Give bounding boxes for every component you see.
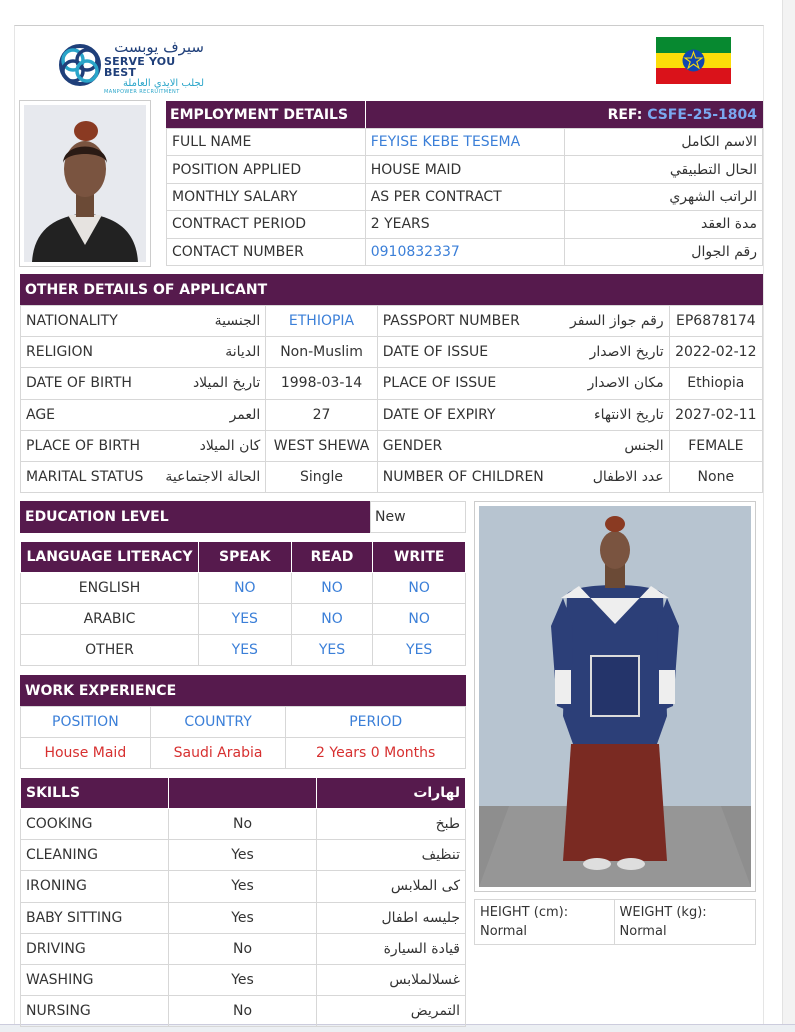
language-header-row xyxy=(21,542,466,573)
work-experience-table xyxy=(20,706,466,769)
employment-arabic: مدة العقد xyxy=(564,211,762,238)
skill-name: BABY SITTING xyxy=(21,902,169,933)
other-label: PLACE OF ISSUE xyxy=(377,368,549,399)
height-cell xyxy=(475,900,615,945)
table-row xyxy=(21,461,763,492)
other-details-table xyxy=(20,305,763,493)
skill-value: Yes xyxy=(168,840,316,871)
weight-value: Normal xyxy=(619,924,667,939)
work-col-country: COUNTRY xyxy=(150,707,286,738)
height-label: HEIGHT (cm): xyxy=(480,905,569,920)
table-row xyxy=(21,996,466,1027)
work-period: 2 Years 0 Months xyxy=(286,738,466,769)
other-arabic-label: تاريخ الانتهاء xyxy=(549,399,669,430)
other-value: 27 xyxy=(266,399,377,430)
work-country: Saudi Arabia xyxy=(150,738,286,769)
skill-arabic: کی الملابس xyxy=(317,871,466,902)
height-value: Normal xyxy=(480,924,528,939)
table-row xyxy=(167,156,763,183)
work-position: House Maid xyxy=(21,738,151,769)
table-row xyxy=(21,809,466,840)
skill-value: Yes xyxy=(168,964,316,995)
skills-header-arabic: لهارات xyxy=(317,778,466,809)
language-table xyxy=(20,541,466,666)
other-details-header: OTHER DETAILS OF APPLICANT xyxy=(20,274,763,305)
other-value: ETHIOPIA xyxy=(266,306,377,337)
table-row xyxy=(21,738,466,769)
other-label: DATE OF BIRTH xyxy=(21,368,157,399)
other-label: GENDER xyxy=(377,430,549,461)
skill-arabic: تنظيف xyxy=(317,840,466,871)
other-arabic-label: الجنس xyxy=(549,430,669,461)
other-value: 2027-02-11 xyxy=(669,399,762,430)
employment-value: HOUSE MAID xyxy=(365,156,564,183)
work-col-period: PERIOD xyxy=(286,707,466,738)
logo-knot-icon xyxy=(56,40,104,90)
read-value: YES xyxy=(291,635,373,666)
other-label: MARITAL STATUS xyxy=(21,461,157,492)
write-value: NO xyxy=(373,573,466,604)
logo-arabic-name: سيرف يوبست xyxy=(114,38,204,56)
employment-arabic: رقم الجوال xyxy=(564,238,762,265)
employment-value: 0910832337 xyxy=(365,238,564,265)
table-row xyxy=(21,430,763,461)
work-experience-header: WORK EXPERIENCE xyxy=(20,675,466,706)
other-arabic-label: الديانة xyxy=(157,337,266,368)
table-row xyxy=(21,399,763,430)
table-row xyxy=(21,933,466,964)
other-value: Single xyxy=(266,461,377,492)
speak-value: NO xyxy=(198,573,291,604)
speak-value: YES xyxy=(198,604,291,635)
table-row xyxy=(475,900,756,945)
table-row xyxy=(167,183,763,210)
logo-english-name: SERVE YOU BEST xyxy=(104,55,176,79)
table-row xyxy=(167,129,763,156)
employment-label: POSITION APPLIED xyxy=(167,156,366,183)
ethiopia-flag-icon xyxy=(656,37,731,84)
employment-title: EMPLOYMENT DETAILS xyxy=(170,106,349,123)
other-arabic-label: الجنسية xyxy=(157,306,266,337)
table-row xyxy=(21,337,763,368)
speak-header: SPEAK xyxy=(198,542,291,573)
other-label: RELIGION xyxy=(21,337,157,368)
measurements-table xyxy=(474,899,756,945)
passport-photo xyxy=(19,100,151,267)
employment-arabic: الراتب الشهري xyxy=(564,183,762,210)
employment-label: FULL NAME xyxy=(167,129,366,156)
other-arabic-label: تاريخ الاصدار xyxy=(549,337,669,368)
table-row xyxy=(21,871,466,902)
skill-name: COOKING xyxy=(21,809,169,840)
other-value: None xyxy=(669,461,762,492)
read-value: NO xyxy=(291,604,373,635)
table-row xyxy=(167,211,763,238)
other-value: Ethiopia xyxy=(669,368,762,399)
write-header: WRITE xyxy=(373,542,466,573)
full-body-photo xyxy=(474,501,756,892)
table-row xyxy=(21,306,763,337)
other-value: WEST SHEWA xyxy=(266,430,377,461)
other-arabic-label: عدد الاطفال xyxy=(549,461,669,492)
employment-label: CONTACT NUMBER xyxy=(167,238,366,265)
other-label: PASSPORT NUMBER xyxy=(377,306,549,337)
other-label: PLACE OF BIRTH xyxy=(21,430,157,461)
skill-value: No xyxy=(168,809,316,840)
other-value: Non-Muslim xyxy=(266,337,377,368)
skill-arabic: التمريض xyxy=(317,996,466,1027)
table-row xyxy=(21,840,466,871)
other-label: DATE OF EXPIRY xyxy=(377,399,549,430)
education-value: New xyxy=(370,501,466,533)
weight-label: WEIGHT (kg): xyxy=(619,905,707,920)
skill-value: Yes xyxy=(168,902,316,933)
table-row xyxy=(21,573,466,604)
skill-arabic: جليسه اطفال xyxy=(317,902,466,933)
skill-name: NURSING xyxy=(21,996,169,1027)
language-name: OTHER xyxy=(21,635,199,666)
write-value: NO xyxy=(373,604,466,635)
other-value: 1998-03-14 xyxy=(266,368,377,399)
employment-arabic: الاسم الكامل xyxy=(564,129,762,156)
work-columns-row xyxy=(21,707,466,738)
language-name: ENGLISH xyxy=(21,573,199,604)
other-label: DATE OF ISSUE xyxy=(377,337,549,368)
other-value: 2022-02-12 xyxy=(669,337,762,368)
other-value: EP6878174 xyxy=(669,306,762,337)
other-arabic-label: مكان الاصدار xyxy=(549,368,669,399)
other-label: AGE xyxy=(21,399,157,430)
employment-arabic: الحال التطبيقي xyxy=(564,156,762,183)
skill-value: No xyxy=(168,933,316,964)
table-row xyxy=(21,604,466,635)
other-arabic-label: رقم جواز السفر xyxy=(549,306,669,337)
write-value: YES xyxy=(373,635,466,666)
window-edge xyxy=(782,0,795,1032)
weight-cell xyxy=(614,900,755,945)
employment-label: CONTRACT PERIOD xyxy=(167,211,366,238)
skill-name: WASHING xyxy=(21,964,169,995)
logo-subtitle: MANPOWER RECRUITMENT xyxy=(104,89,180,95)
table-row xyxy=(21,964,466,995)
skill-arabic: طبخ xyxy=(317,809,466,840)
logo-arabic-tagline: لجلب الايدي العاملة xyxy=(122,78,204,89)
table-row xyxy=(21,368,763,399)
employment-value: FEYISE KEBE TESEMA xyxy=(365,129,564,156)
read-value: NO xyxy=(291,573,373,604)
table-row xyxy=(21,635,466,666)
skill-value: No xyxy=(168,996,316,1027)
education-label: EDUCATION LEVEL xyxy=(20,501,370,533)
table-row xyxy=(167,238,763,265)
skills-header-row xyxy=(21,778,466,809)
skill-arabic: قيادة السيارة xyxy=(317,933,466,964)
employment-value: 2 YEARS xyxy=(365,211,564,238)
other-arabic-label: تاريخ الميلاد xyxy=(157,368,266,399)
employment-value: AS PER CONTRACT xyxy=(365,183,564,210)
company-logo xyxy=(56,38,206,95)
skill-name: CLEANING xyxy=(21,840,169,871)
skill-name: DRIVING xyxy=(21,933,169,964)
other-value: FEMALE xyxy=(669,430,762,461)
speak-value: YES xyxy=(198,635,291,666)
employment-label: MONTHLY SALARY xyxy=(167,183,366,210)
table-row xyxy=(21,902,466,933)
ref-number: REF: CSFE-25-1804 xyxy=(607,106,757,123)
employment-header xyxy=(166,101,763,128)
other-label: NUMBER OF CHILDREN xyxy=(377,461,549,492)
skill-value: Yes xyxy=(168,871,316,902)
language-header: LANGUAGE LITERACY xyxy=(21,542,199,573)
skill-arabic: غسلالملابس xyxy=(317,964,466,995)
skills-table xyxy=(20,777,466,1027)
skill-name: IRONING xyxy=(21,871,169,902)
other-arabic-label: العمر xyxy=(157,399,266,430)
employment-table xyxy=(166,128,763,266)
work-col-position: POSITION xyxy=(21,707,151,738)
read-header: READ xyxy=(291,542,373,573)
other-label: NATIONALITY xyxy=(21,306,157,337)
skills-header: SKILLS xyxy=(21,778,169,809)
language-name: ARABIC xyxy=(21,604,199,635)
other-arabic-label: الحالة الاجتماعية xyxy=(157,461,266,492)
other-arabic-label: كان الميلاد xyxy=(157,430,266,461)
